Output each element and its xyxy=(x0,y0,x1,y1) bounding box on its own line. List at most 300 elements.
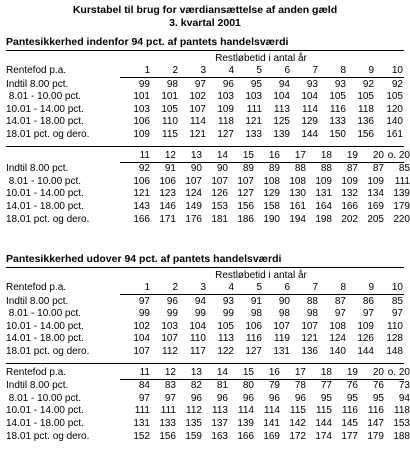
price-cell: 171 xyxy=(159,213,176,225)
price-cell: 105 xyxy=(386,91,403,103)
price-cell: 96 xyxy=(294,392,306,404)
price-cell: 152 xyxy=(133,430,150,442)
price-cell: 106 xyxy=(245,320,262,332)
year-header: 18 xyxy=(320,366,332,378)
rate-label: 14.01 - 18.00 pct. xyxy=(6,418,84,429)
price-cell: 131 xyxy=(273,346,290,357)
price-cell: 94 xyxy=(278,78,290,90)
price-cell: 142 xyxy=(289,418,306,429)
price-cell: 126 xyxy=(357,333,374,345)
price-cell: 133 xyxy=(329,116,346,128)
price-cell: 135 xyxy=(185,418,202,429)
price-cell: 103 xyxy=(133,103,150,115)
year-header: 16 xyxy=(268,366,280,378)
table-row xyxy=(6,163,410,175)
rentefod-header: Rentefod p.a. xyxy=(6,282,67,293)
rate-label: 10.01 - 14.00 pct. xyxy=(6,188,84,200)
price-cell: 105 xyxy=(329,91,346,103)
rate-label: Indtil 8.00 pct. xyxy=(6,78,69,90)
price-cell: 125 xyxy=(273,116,290,128)
price-cell: 156 xyxy=(357,129,374,140)
year-header: 18 xyxy=(320,149,332,161)
price-cell: 93 xyxy=(222,295,234,307)
price-cell: 109 xyxy=(217,103,234,115)
price-cell: 111 xyxy=(246,103,262,115)
price-cell: 220 xyxy=(393,213,410,225)
table-row xyxy=(6,188,410,200)
table-row xyxy=(6,129,404,141)
year-header: 15 xyxy=(242,366,254,378)
price-cell: 145 xyxy=(341,418,358,429)
price-cell: 96 xyxy=(268,392,280,404)
year-header: 8 xyxy=(340,282,346,293)
price-cell: 111 xyxy=(160,405,176,417)
price-cell: 109 xyxy=(341,175,358,187)
price-cell: 98 xyxy=(166,78,178,90)
price-cell: 107 xyxy=(133,346,150,357)
year-header: 6 xyxy=(284,282,290,293)
price-cell: 81 xyxy=(216,380,228,392)
price-cell: 73 xyxy=(398,380,410,392)
price-cell: 159 xyxy=(185,430,202,442)
price-cell: 137 xyxy=(211,418,228,429)
rate-label: 18.01 pct. og dero. xyxy=(6,346,90,357)
year-header: 14 xyxy=(216,149,228,161)
price-cell: 114 xyxy=(264,405,280,417)
price-cell: 97 xyxy=(138,295,150,307)
price-cell: 174 xyxy=(315,430,332,442)
price-cell: 124 xyxy=(329,333,346,345)
price-cell: 90 xyxy=(278,295,290,307)
price-cell: 198 xyxy=(315,213,332,225)
price-cell: 131 xyxy=(133,418,150,429)
table-row xyxy=(6,79,404,91)
price-cell: 97 xyxy=(164,392,176,404)
price-cell: 101 xyxy=(161,91,178,103)
year-header: 6 xyxy=(284,65,290,76)
year-header: 16 xyxy=(268,149,280,161)
price-cell: 94 xyxy=(398,392,410,404)
price-cell: 99 xyxy=(222,308,234,320)
price-cell: 108 xyxy=(329,320,346,332)
price-cell: 104 xyxy=(301,91,318,103)
price-cell: 139 xyxy=(393,188,410,200)
price-cell: 179 xyxy=(367,430,384,442)
rate-label: Indtil 8.00 pct. xyxy=(6,163,69,175)
price-cell: 121 xyxy=(301,333,318,345)
price-cell: 86 xyxy=(362,295,374,307)
price-cell: 77 xyxy=(320,380,332,392)
price-cell: 188 xyxy=(393,430,410,442)
table-row xyxy=(6,430,410,443)
price-cell: 121 xyxy=(133,188,150,200)
year-header: 19 xyxy=(346,366,358,378)
year-header: 19 xyxy=(346,149,358,161)
price-cell: 194 xyxy=(289,213,306,225)
price-cell: 107 xyxy=(237,175,254,187)
year-header: 9 xyxy=(368,65,374,76)
price-cell: 118 xyxy=(218,116,234,128)
price-cell: 94 xyxy=(194,295,206,307)
price-cell: 110 xyxy=(162,116,178,128)
price-cell: 110 xyxy=(387,320,403,332)
price-cell: 96 xyxy=(216,392,228,404)
price-cell: 92 xyxy=(362,78,374,90)
price-cell: 121 xyxy=(245,116,262,128)
price-cell: 118 xyxy=(394,405,410,417)
price-cell: 80 xyxy=(242,380,254,392)
price-cell: 93 xyxy=(334,78,346,90)
price-cell: 161 xyxy=(386,129,403,140)
price-cell: 133 xyxy=(245,129,262,140)
price-cell: 107 xyxy=(161,333,178,345)
rate-label: 10.01 - 14.00 pct. xyxy=(6,320,84,332)
year-header: 10 xyxy=(391,65,403,76)
price-cell: 82 xyxy=(190,380,202,392)
year-header: 20 xyxy=(372,149,384,161)
price-cell: 99 xyxy=(194,308,206,320)
price-cell: 108 xyxy=(289,175,306,187)
price-cell: 103 xyxy=(161,320,178,332)
price-cell: 106 xyxy=(133,116,150,128)
price-cell: 136 xyxy=(357,116,374,128)
price-cell: 87 xyxy=(372,163,384,175)
price-cell: 150 xyxy=(329,129,346,140)
price-cell: 113 xyxy=(218,333,234,345)
price-cell: 97 xyxy=(362,308,374,320)
price-cell: 141 xyxy=(263,418,280,429)
price-cell: 106 xyxy=(159,175,176,187)
table-row xyxy=(6,380,410,392)
table-row xyxy=(6,321,404,333)
price-cell: 190 xyxy=(263,213,280,225)
price-cell: 119 xyxy=(274,333,290,345)
rate-label: 18.01 pct. og dero. xyxy=(6,430,90,442)
document-title: Kurstabel til brug for værdiansættelse af anden gæld xyxy=(72,4,338,16)
price-cell: 90 xyxy=(216,163,228,175)
price-cell: 104 xyxy=(189,320,206,332)
price-cell: 102 xyxy=(133,320,150,332)
price-cell: 107 xyxy=(211,175,228,187)
rate-label: 8.01 - 10.00 pct. xyxy=(6,175,82,187)
price-cell: 97 xyxy=(334,308,346,320)
year-header: 13 xyxy=(190,366,202,378)
section-title: Pantesikkerhed indenfor 94 pct. af pantets handelsværdi xyxy=(6,36,289,48)
price-cell: 169 xyxy=(367,201,384,212)
table-row xyxy=(6,175,410,188)
price-cell: 156 xyxy=(237,201,254,212)
price-cell: 98 xyxy=(278,308,290,320)
price-cell: 90 xyxy=(190,163,202,175)
price-cell: 129 xyxy=(263,188,280,200)
table-row xyxy=(6,116,404,128)
rate-label: 14.01 - 18.00 pct. xyxy=(6,333,84,345)
year-header: 11 xyxy=(139,149,150,161)
year-header: 5 xyxy=(256,65,262,76)
price-cell: 78 xyxy=(294,380,306,392)
price-cell: 127 xyxy=(217,129,234,140)
price-cell: 115 xyxy=(162,129,178,140)
price-cell: 130 xyxy=(289,188,306,200)
price-cell: 126 xyxy=(211,188,228,200)
price-cell: 105 xyxy=(161,103,178,115)
year-header: 12 xyxy=(164,149,176,161)
table-row xyxy=(6,392,410,405)
rentefod-header: Rentefod p.a. xyxy=(6,366,67,378)
price-cell: 107 xyxy=(185,175,202,187)
price-cell: 122 xyxy=(217,346,234,357)
price-cell: 95 xyxy=(250,78,262,90)
rate-label: 14.01 - 18.00 pct. xyxy=(6,201,84,212)
price-cell: 96 xyxy=(242,392,254,404)
price-cell: 88 xyxy=(294,163,306,175)
price-cell: 149 xyxy=(185,201,202,212)
price-cell: 124 xyxy=(185,188,202,200)
price-cell: 92 xyxy=(391,78,403,90)
year-header: 20 xyxy=(372,366,384,378)
year-header: 5 xyxy=(256,282,262,293)
price-cell: 169 xyxy=(263,430,280,442)
price-cell: 114 xyxy=(190,116,206,128)
price-cell: 111 xyxy=(394,175,410,187)
price-cell: 113 xyxy=(212,405,228,417)
remaining-term-label: Restløbetid i antal år xyxy=(215,53,307,64)
price-cell: 97 xyxy=(138,392,150,404)
year-header: 17 xyxy=(294,366,306,378)
price-cell: 95 xyxy=(346,392,358,404)
price-cell: 84 xyxy=(138,380,150,392)
year-header: 2 xyxy=(172,65,178,76)
price-cell: 153 xyxy=(393,418,410,429)
price-cell: 140 xyxy=(386,116,403,128)
rate-label: 8.01 - 10.00 pct. xyxy=(6,91,82,103)
price-cell: 128 xyxy=(386,333,403,345)
price-cell: 96 xyxy=(166,295,178,307)
price-cell: 109 xyxy=(357,320,374,332)
price-cell: 93 xyxy=(306,78,318,90)
price-cell: 143 xyxy=(133,201,150,212)
price-cell: 161 xyxy=(289,201,306,212)
year-header: 3 xyxy=(200,282,206,293)
price-cell: 118 xyxy=(358,103,374,115)
price-cell: 105 xyxy=(217,320,234,332)
table-row xyxy=(6,213,410,226)
price-cell: 97 xyxy=(391,308,403,320)
price-cell: 96 xyxy=(222,78,234,90)
price-cell: 116 xyxy=(342,405,358,417)
price-cell: 114 xyxy=(238,405,254,417)
year-header: 14 xyxy=(216,366,228,378)
price-cell: 109 xyxy=(315,175,332,187)
price-cell: 147 xyxy=(367,418,384,429)
price-cell: 85 xyxy=(398,163,410,175)
price-cell: 181 xyxy=(211,213,228,225)
price-cell: 117 xyxy=(190,346,206,357)
price-cell: 186 xyxy=(237,213,254,225)
price-cell: 97 xyxy=(194,78,206,90)
price-cell: 79 xyxy=(268,380,280,392)
price-cell: 132 xyxy=(341,188,358,200)
price-cell: 101 xyxy=(133,91,150,103)
section-rule xyxy=(6,267,404,268)
rate-label: 10.01 - 14.00 pct. xyxy=(6,103,84,115)
year-header: 13 xyxy=(190,149,202,161)
price-cell: 89 xyxy=(268,163,280,175)
price-cell: 158 xyxy=(263,201,280,212)
rate-label: Indtil 8.00 pct. xyxy=(6,380,69,392)
table-row xyxy=(6,201,410,213)
price-cell: 140 xyxy=(329,346,346,357)
block-rule xyxy=(6,363,404,364)
price-cell: 172 xyxy=(289,430,306,442)
price-cell: 111 xyxy=(134,405,150,417)
remaining-term-label: Restløbetid i antal år xyxy=(215,270,307,281)
price-cell: 121 xyxy=(189,129,206,140)
price-cell: 134 xyxy=(367,188,384,200)
price-cell: 110 xyxy=(190,333,206,345)
price-cell: 116 xyxy=(368,405,384,417)
price-cell: 91 xyxy=(250,295,262,307)
price-cell: 144 xyxy=(315,418,332,429)
year-header: 4 xyxy=(228,282,234,293)
section-title: Pantesikkerhed udover 94 pct. af pantets handelsværdi xyxy=(6,253,282,265)
price-cell: 116 xyxy=(246,333,262,345)
price-cell: 99 xyxy=(166,308,178,320)
rate-label: Indtil 8.00 pct. xyxy=(6,295,69,307)
year-header: 4 xyxy=(228,65,234,76)
year-header: 8 xyxy=(340,65,346,76)
price-cell: 114 xyxy=(302,103,318,115)
price-cell: 102 xyxy=(189,91,206,103)
price-cell: 202 xyxy=(341,213,358,225)
price-cell: 88 xyxy=(320,163,332,175)
year-header: 1 xyxy=(144,282,150,293)
table-row xyxy=(6,418,410,430)
price-cell: 112 xyxy=(162,346,178,357)
price-cell: 106 xyxy=(133,175,150,187)
price-cell: 120 xyxy=(386,103,403,115)
price-cell: 89 xyxy=(242,163,254,175)
year-header: 1 xyxy=(144,65,150,76)
price-cell: 109 xyxy=(367,175,384,187)
price-cell: 127 xyxy=(237,188,254,200)
price-cell: 99 xyxy=(138,78,150,90)
price-cell: 87 xyxy=(334,295,346,307)
year-header: 15 xyxy=(242,149,254,161)
price-cell: 146 xyxy=(159,201,176,212)
price-cell: 148 xyxy=(386,346,403,357)
price-cell: 139 xyxy=(273,129,290,140)
year-header: o. 20 xyxy=(387,149,410,161)
price-cell: 123 xyxy=(159,188,176,200)
price-cell: 88 xyxy=(306,295,318,307)
price-cell: 153 xyxy=(211,201,228,212)
year-header: 7 xyxy=(312,65,318,76)
year-header: 12 xyxy=(164,366,176,378)
price-cell: 103 xyxy=(245,91,262,103)
table-row xyxy=(6,104,404,116)
price-cell: 116 xyxy=(330,103,346,115)
price-cell: 131 xyxy=(315,188,332,200)
document-subtitle: 3. kvartal 2001 xyxy=(169,17,241,29)
rate-label: 18.01 pct. og dero. xyxy=(6,213,90,225)
rate-label: 8.01 - 10.00 pct. xyxy=(6,392,82,404)
price-cell: 109 xyxy=(133,129,150,140)
table-row xyxy=(6,405,410,417)
table-row xyxy=(6,296,404,308)
rate-label: 10.01 - 14.00 pct. xyxy=(6,405,84,417)
price-cell: 156 xyxy=(159,430,176,442)
price-cell: 139 xyxy=(237,418,254,429)
price-cell: 92 xyxy=(138,163,150,175)
year-header: 3 xyxy=(200,65,206,76)
price-cell: 112 xyxy=(186,405,202,417)
price-cell: 133 xyxy=(159,418,176,429)
rentefod-header: Rentefod p.a. xyxy=(6,65,67,76)
price-cell: 127 xyxy=(245,346,262,357)
price-cell: 85 xyxy=(391,295,403,307)
price-cell: 98 xyxy=(250,308,262,320)
price-cell: 76 xyxy=(346,380,358,392)
table-row xyxy=(6,346,404,358)
price-cell: 108 xyxy=(263,175,280,187)
price-cell: 95 xyxy=(320,392,332,404)
price-cell: 107 xyxy=(189,103,206,115)
block-rule xyxy=(6,146,404,147)
header-row xyxy=(6,366,410,379)
price-cell: 144 xyxy=(301,129,318,140)
price-cell: 163 xyxy=(211,430,228,442)
price-cell: 105 xyxy=(357,91,374,103)
price-cell: 104 xyxy=(273,91,290,103)
price-cell: 113 xyxy=(274,103,290,115)
year-header: 2 xyxy=(172,282,178,293)
header-row xyxy=(6,149,410,162)
year-header: 10 xyxy=(391,282,403,293)
year-header: 11 xyxy=(139,366,150,378)
price-cell: 107 xyxy=(273,320,290,332)
year-header: 17 xyxy=(294,149,306,161)
price-cell: 95 xyxy=(372,392,384,404)
rate-label: 14.01 - 18.00 pct. xyxy=(6,116,84,128)
price-cell: 98 xyxy=(306,308,318,320)
table-row xyxy=(6,308,404,320)
rate-label: 8.01 - 10.00 pct. xyxy=(6,308,82,320)
header-row xyxy=(6,282,404,294)
price-cell: 115 xyxy=(316,405,332,417)
section-rule xyxy=(6,50,404,51)
price-cell: 136 xyxy=(301,346,318,357)
table-row xyxy=(6,91,404,103)
price-cell: 177 xyxy=(341,430,358,442)
price-cell: 166 xyxy=(341,201,358,212)
price-cell: 179 xyxy=(393,201,410,212)
price-cell: 205 xyxy=(367,213,384,225)
price-cell: 76 xyxy=(372,380,384,392)
price-cell: 166 xyxy=(133,213,150,225)
price-cell: 144 xyxy=(357,346,374,357)
price-cell: 164 xyxy=(315,201,332,212)
price-cell: 104 xyxy=(133,333,150,345)
year-header: o. 20 xyxy=(387,366,410,378)
price-cell: 103 xyxy=(217,91,234,103)
year-header: 9 xyxy=(368,282,374,293)
price-cell: 115 xyxy=(290,405,306,417)
year-header: 7 xyxy=(312,282,318,293)
price-cell: 83 xyxy=(164,380,176,392)
table-row xyxy=(6,333,404,345)
rate-label: 18.01 pct. og dero. xyxy=(6,129,90,140)
